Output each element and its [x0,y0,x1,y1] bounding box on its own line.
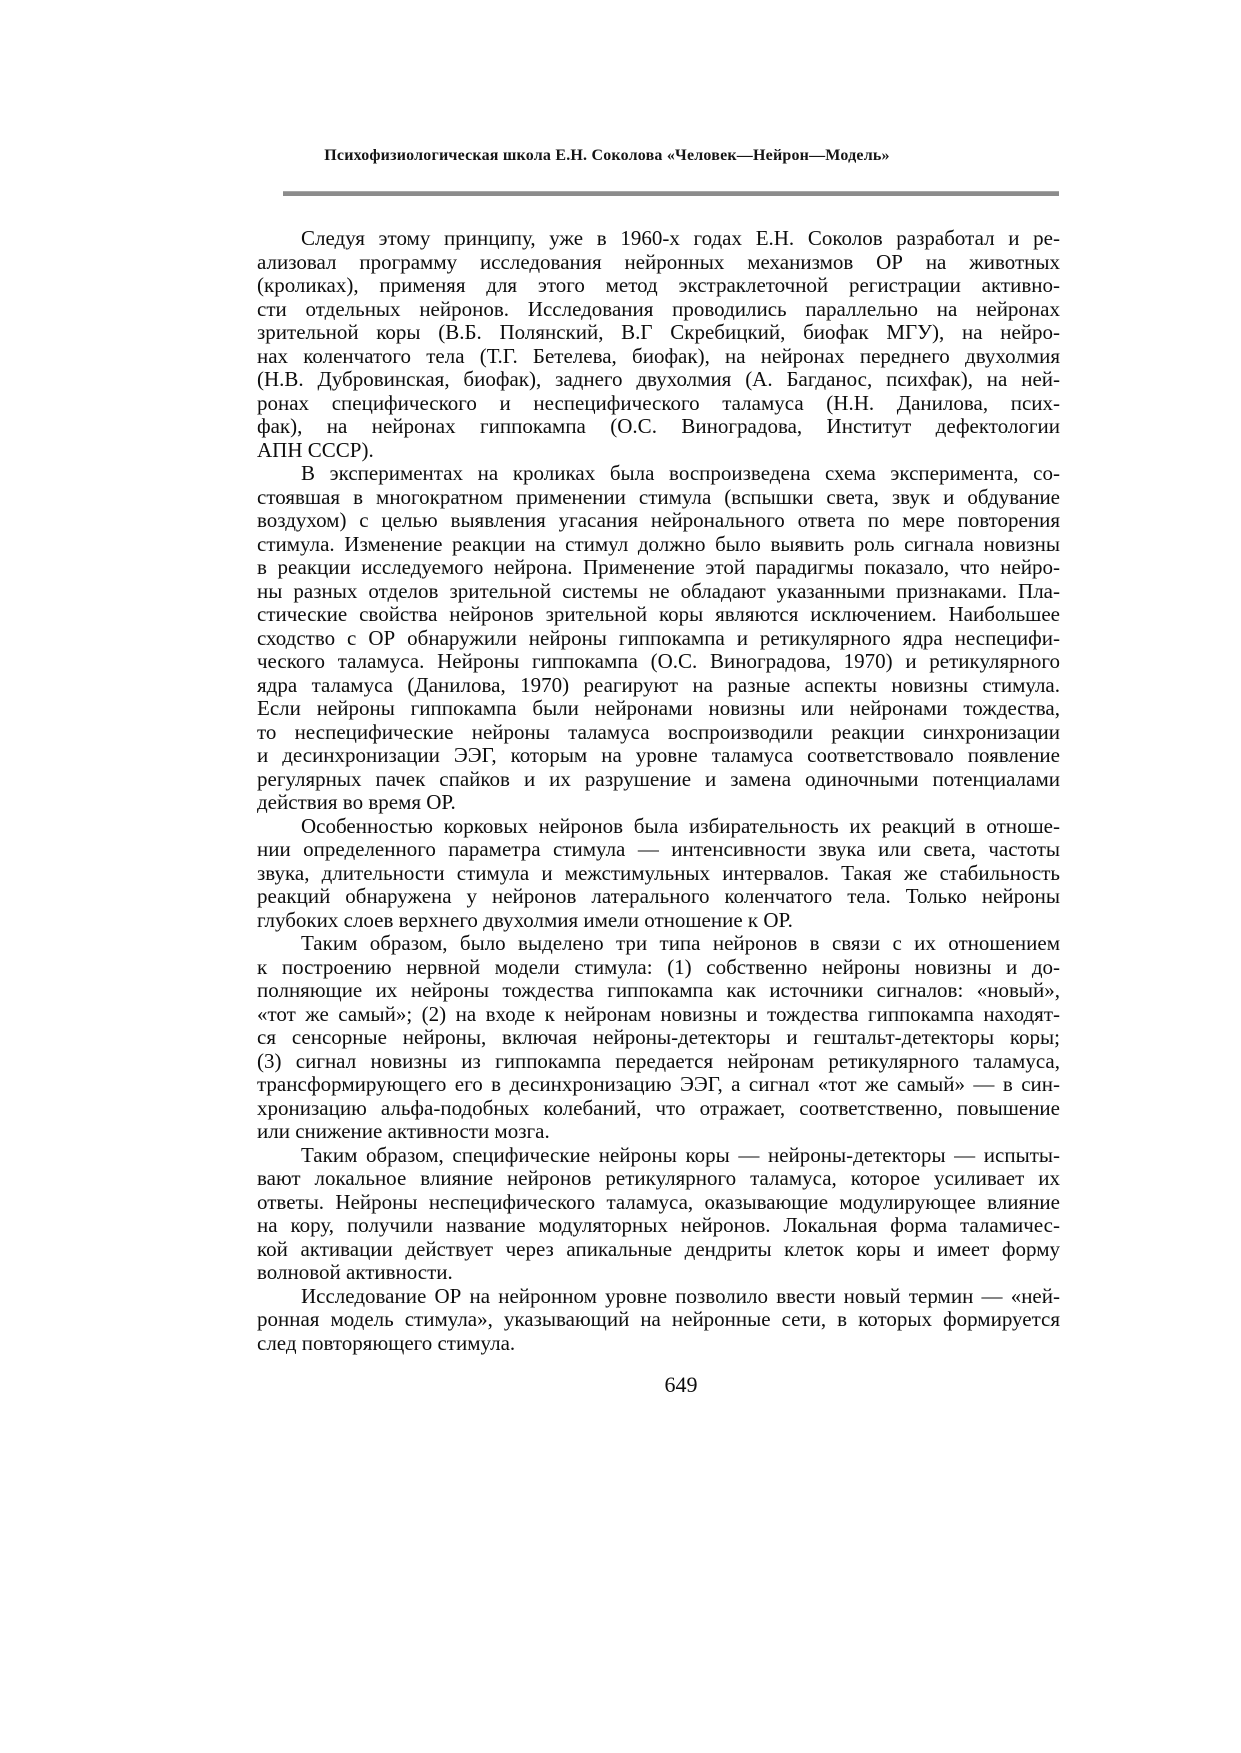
page-number: 649 [664,1372,698,1397]
text-line: действия во время ОР. [257,790,456,814]
paragraph [257,1144,1060,1285]
text-line: Таким образом, специфические нейроны коры — нейроны-детекторы — испыты- [301,1142,1060,1167]
text-line: полняющие их нейроны тождества гиппокампа как источники сигналов: «новый», [257,978,1060,1002]
text-line: сти отдельных нейронов. Исследования проводились параллельно на нейронах [257,296,1060,321]
text-line: Таким образом, было выделено три типа нейронов в связи с их отношением [301,931,1060,955]
running-header: Психофизиологическая школа Е.Н. Соколова «Человек—Нейрон—Модель» [324,147,890,164]
text-line: к построению нервной модели стимула: (1) собственно нейроны новизны и до- [257,954,1060,979]
paragraph [257,1285,1060,1356]
text-line: фак), на нейронах гиппокампа (О.С. Виноградова, Институт дефектологии [257,414,1060,438]
text-line: ализовал программу исследования нейронных механизмов ОР на животных [257,249,1060,274]
paragraph [257,932,1060,1144]
text-line: на кору, получили название модуляторных нейронов. Локальная форма таламичес- [257,1213,1060,1237]
text-line: ронная модель стимула», указывающий на нейронные сети, в которых формируется [257,1307,1060,1331]
text-line: нии определенного параметра стимула — интенсивности звука или света, частоты [257,837,1060,861]
text-line: зрительной коры (В.Б. Полянский, В.Г Скребицкий, биофак МГУ), на нейро- [257,320,1060,344]
text-line: ронах специфического и неспецифического таламуса (Н.Н. Данилова, псих- [257,390,1060,415]
text-line: воздухом) с целью выявления угасания нейронального ответа по мере повторения [257,508,1060,532]
text-line: ядра таламуса (Данилова, 1970) реагируют на разные аспекты новизны стимула. [257,672,1060,697]
paragraph [257,462,1060,815]
text-line: трансформирующего его в десинхронизацию ЭЭГ, а сигнал «тот же самый» — в син- [257,1072,1060,1096]
text-line: «тот же самый»; (2) на входе к нейронам новизны и тождества гиппокампа находят- [257,1001,1060,1026]
header-rule [283,191,1059,196]
text-line: АПН СССР). [257,437,374,462]
text-line: нах коленчатого тела (Т.Г. Бетелева, биофак), на нейронах переднего двухолмия [257,343,1060,368]
text-line: Если нейроны гиппокампа были нейронами новизны или нейронами тождества, [257,696,1060,720]
text-line: (Н.В. Дубровинская, биофак), заднего двухолмия (А. Багданос, психфак), на ней- [257,367,1060,391]
text-line: Следуя этому принципу, уже в 1960-х годах Е.Н. Соколов разработал и ре- [301,226,1060,250]
text-line: или снижение активности мозга. [257,1119,550,1143]
text-line: кой активации действует через апикальные дендриты клеток коры и имеет форму [257,1236,1060,1261]
text-line: и десинхронизации ЭЭГ, которым на уровне таламуса соответствовало появление [257,743,1060,767]
paragraph [257,815,1060,933]
text-line: волновой активности. [257,1260,453,1284]
text-line: (3) сигнал новизны из гиппокампа передается нейронам ретикулярного таламуса, [257,1048,1060,1073]
text-line: звука, длительности стимула и межстимульных интервалов. Такая же стабильность [257,860,1060,885]
text-line: ны разных отделов зрительной системы не обладают указанными признаками. Пла- [257,578,1060,603]
text-line: стические свойства нейронов зрительной коры являются исключением. Наибольшее [257,602,1060,626]
text-line: то неспецифические нейроны таламуса воспроизводили реакции синхронизации [257,719,1060,744]
paragraph [257,227,1060,462]
text-line: регулярных пачек спайков и их разрушение и замена одиночными потенциалами [257,766,1060,791]
text-line: стоявшая в многократном применении стимула (вспышки света, звук и обдувание [257,484,1060,509]
text-line: глубоких слоев верхнего двухолмия имели отношение к ОР. [257,907,793,932]
text-line: стимула. Изменение реакции на стимул должно было выявить роль сигнала новизны [257,531,1060,556]
text-line: хронизацию альфа-подобных колебаний, что отражает, соответственно, повышение [257,1095,1060,1120]
text-line: Особенностью корковых нейронов была избирательность их реакций в отноше- [301,813,1060,838]
text-line: вают локальное влияние нейронов ретикулярного таламуса, которое усиливает их [257,1166,1060,1190]
text-line: (кроликах), применяя для этого метод экстраклеточной регистрации активно- [257,273,1060,297]
text-line: ческого таламуса. Нейроны гиппокампа (О.С. Виноградова, 1970) и ретикулярного [257,649,1060,673]
text-line: Исследование ОР на нейронном уровне позволило ввести новый термин — «ней- [301,1283,1060,1308]
text-line: ответы. Нейроны неспецифического таламуса, оказывающие модулирующее влияние [257,1189,1060,1214]
text-column [257,227,1060,1355]
text-line: реакций обнаружена у нейронов латерального коленчатого тела. Только нейроны [257,884,1060,908]
text-line: ся сенсорные нейроны, включая нейроны-детекторы и гештальт-детекторы коры; [257,1025,1060,1049]
text-line: след повторяющего стимула. [257,1330,516,1355]
text-line: сходство с ОР обнаружили нейроны гиппокампа и ретикулярного ядра неспецифи- [257,625,1060,650]
text-line: в реакции исследуемого нейрона. Применение этой парадигмы показало, что нейро- [257,555,1060,579]
text-line: В экспериментах на кроликах была воспроизведена схема эксперимента, со- [301,461,1060,485]
